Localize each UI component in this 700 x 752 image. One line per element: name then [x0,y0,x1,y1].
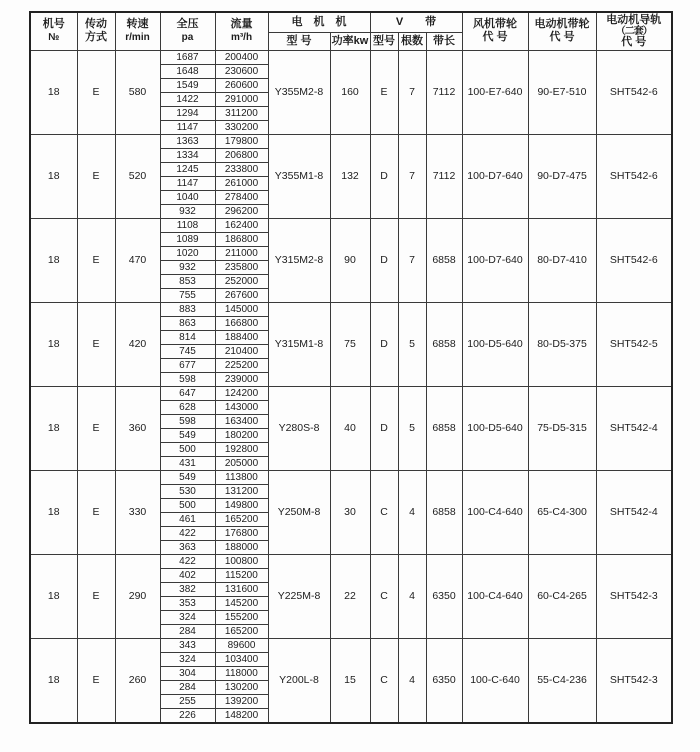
flow-cell: 131200 [215,484,268,498]
flow-cell: 239000 [215,372,268,386]
pressure-cell: 1363 [160,134,215,148]
pressure-cell: 382 [160,582,215,596]
pressure-cell: 932 [160,260,215,274]
flow-cell: 186800 [215,232,268,246]
machine-no-cell: 18 [30,470,77,554]
belt-length-cell: 7112 [426,134,462,218]
header-speed: 转速 r/min [115,12,160,50]
machine-no-cell: 18 [30,218,77,302]
flow-cell: 211000 [215,246,268,260]
pressure-cell: 932 [160,204,215,218]
flow-cell: 260600 [215,78,268,92]
belt-model-cell: D [370,302,398,386]
header-belt-model: 型号 [370,32,398,50]
machine-no-cell: 18 [30,638,77,723]
pressure-cell: 343 [160,638,215,652]
motor-power-cell: 22 [330,554,370,638]
pressure-cell: 402 [160,568,215,582]
header-fan-pulley: 风机带轮 代 号 [462,12,528,50]
pressure-cell: 598 [160,414,215,428]
table-row [30,218,672,232]
flow-cell: 205000 [215,456,268,470]
header-belt-count: 根数 [398,32,426,50]
motor-model-cell: Y355M1-8 [268,134,330,218]
speed-cell: 260 [115,638,160,723]
flow-cell: 296200 [215,204,268,218]
pressure-cell: 814 [160,330,215,344]
pressure-cell: 422 [160,526,215,540]
pressure-cell: 755 [160,288,215,302]
belt-model-cell: E [370,50,398,134]
fan-pulley-cell: 100-C4-640 [462,470,528,554]
pressure-cell: 500 [160,498,215,512]
belt-count-cell: 7 [398,134,426,218]
belt-count-cell: 4 [398,470,426,554]
table-row [30,470,672,484]
pressure-cell: 324 [160,610,215,624]
flow-cell: 291000 [215,92,268,106]
flow-cell: 165200 [215,624,268,638]
flow-cell: 166800 [215,316,268,330]
flow-cell: 230600 [215,64,268,78]
header-motor-power: 功率kw [330,32,370,50]
fan-pulley-cell: 100-C-640 [462,638,528,723]
pressure-cell: 1245 [160,162,215,176]
fan-spec-table [29,11,673,724]
motor-power-cell: 90 [330,218,370,302]
flow-cell: 149800 [215,498,268,512]
motor-model-cell: Y225M-8 [268,554,330,638]
table-row [30,638,672,652]
pressure-cell: 598 [160,372,215,386]
pressure-cell: 1687 [160,50,215,64]
motor-power-cell: 160 [330,50,370,134]
table-row [30,302,672,316]
pressure-cell: 324 [160,652,215,666]
motor-model-cell: Y315M2-8 [268,218,330,302]
header-flow: 流量 m³/h [215,12,268,50]
belt-length-cell: 6858 [426,218,462,302]
motor-rail-cell: SHT542-4 [596,386,672,470]
belt-model-cell: C [370,554,398,638]
speed-cell: 580 [115,50,160,134]
belt-length-cell: 6350 [426,638,462,723]
flow-cell: 235800 [215,260,268,274]
drive-mode-cell: E [77,302,115,386]
table-row [30,134,672,148]
flow-cell: 162400 [215,218,268,232]
motor-pulley-cell: 80-D5-375 [528,302,596,386]
flow-cell: 188400 [215,330,268,344]
pressure-cell: 461 [160,512,215,526]
pressure-cell: 1147 [160,176,215,190]
flow-cell: 225200 [215,358,268,372]
motor-power-cell: 75 [330,302,370,386]
pressure-cell: 1294 [160,106,215,120]
pressure-cell: 284 [160,680,215,694]
flow-cell: 100800 [215,554,268,568]
motor-pulley-cell: 55-C4-236 [528,638,596,723]
drive-mode-cell: E [77,218,115,302]
belt-count-cell: 5 [398,386,426,470]
flow-cell: 143000 [215,400,268,414]
motor-pulley-cell: 90-E7-510 [528,50,596,134]
pressure-cell: 304 [160,666,215,680]
fan-pulley-cell: 100-C4-640 [462,554,528,638]
drive-mode-cell: E [77,554,115,638]
flow-cell: 330200 [215,120,268,134]
machine-no-cell: 18 [30,386,77,470]
machine-no-cell: 18 [30,302,77,386]
table-row [30,554,672,568]
pressure-cell: 1089 [160,232,215,246]
belt-count-cell: 5 [398,302,426,386]
flow-cell: 148200 [215,708,268,723]
header-drive-mode: 传动 方式 [77,12,115,50]
speed-cell: 420 [115,302,160,386]
header-motor-rail: 电动机导轨 （二套） 代 号 [596,12,672,50]
pressure-cell: 677 [160,358,215,372]
belt-count-cell: 4 [398,554,426,638]
motor-rail-cell: SHT542-6 [596,50,672,134]
belt-model-cell: C [370,638,398,723]
pressure-cell: 549 [160,470,215,484]
motor-rail-cell: SHT542-5 [596,302,672,386]
flow-cell: 192800 [215,442,268,456]
motor-pulley-cell: 75-D5-315 [528,386,596,470]
drive-mode-cell: E [77,50,115,134]
flow-cell: 145200 [215,596,268,610]
speed-cell: 520 [115,134,160,218]
pressure-cell: 1147 [160,120,215,134]
pressure-cell: 628 [160,400,215,414]
pressure-cell: 530 [160,484,215,498]
pressure-cell: 549 [160,428,215,442]
motor-rail-cell: SHT542-3 [596,554,672,638]
belt-model-cell: D [370,218,398,302]
pressure-cell: 226 [160,708,215,723]
pressure-cell: 883 [160,302,215,316]
header-motor-model: 型 号 [268,32,330,50]
belt-length-cell: 6350 [426,554,462,638]
belt-length-cell: 7112 [426,50,462,134]
pressure-cell: 422 [160,554,215,568]
motor-model-cell: Y250M-8 [268,470,330,554]
machine-no-cell: 18 [30,134,77,218]
pressure-cell: 255 [160,694,215,708]
fan-pulley-cell: 100-D7-640 [462,218,528,302]
flow-cell: 89600 [215,638,268,652]
flow-cell: 206800 [215,148,268,162]
motor-rail-cell: SHT542-4 [596,470,672,554]
flow-cell: 155200 [215,610,268,624]
flow-cell: 131600 [215,582,268,596]
flow-cell: 113800 [215,470,268,484]
motor-model-cell: Y315M1-8 [268,302,330,386]
pressure-cell: 863 [160,316,215,330]
motor-rail-cell: SHT542-6 [596,134,672,218]
flow-cell: 252000 [215,274,268,288]
pressure-cell: 431 [160,456,215,470]
flow-cell: 261000 [215,176,268,190]
belt-model-cell: D [370,386,398,470]
table-row [30,386,672,400]
pressure-cell: 745 [160,344,215,358]
motor-rail-cell: SHT542-6 [596,218,672,302]
pressure-cell: 647 [160,386,215,400]
pressure-cell: 284 [160,624,215,638]
flow-cell: 311200 [215,106,268,120]
motor-rail-cell: SHT542-3 [596,638,672,723]
motor-model-cell: Y355M2-8 [268,50,330,134]
pressure-cell: 1422 [160,92,215,106]
table-row [30,50,672,64]
flow-cell: 115200 [215,568,268,582]
belt-count-cell: 7 [398,218,426,302]
motor-pulley-cell: 60-C4-265 [528,554,596,638]
pressure-cell: 1648 [160,64,215,78]
pressure-cell: 353 [160,596,215,610]
pressure-cell: 1108 [160,218,215,232]
motor-power-cell: 132 [330,134,370,218]
flow-cell: 118000 [215,666,268,680]
flow-cell: 233800 [215,162,268,176]
drive-mode-cell: E [77,386,115,470]
flow-cell: 210400 [215,344,268,358]
fan-pulley-cell: 100-E7-640 [462,50,528,134]
belt-model-cell: C [370,470,398,554]
pressure-cell: 1020 [160,246,215,260]
flow-cell: 103400 [215,652,268,666]
speed-cell: 290 [115,554,160,638]
motor-pulley-cell: 65-C4-300 [528,470,596,554]
motor-model-cell: Y200L-8 [268,638,330,723]
table-header [30,12,672,50]
flow-cell: 267600 [215,288,268,302]
header-pressure: 全压 pa [160,12,215,50]
fan-pulley-cell: 100-D7-640 [462,134,528,218]
header-motor-pulley: 电动机带轮 代 号 [528,12,596,50]
motor-model-cell: Y280S-8 [268,386,330,470]
belt-length-cell: 6858 [426,470,462,554]
spec-table-body [30,50,672,723]
drive-mode-cell: E [77,470,115,554]
speed-cell: 360 [115,386,160,470]
flow-cell: 278400 [215,190,268,204]
pressure-cell: 853 [160,274,215,288]
header-vbelt-group: V 带 [370,12,462,32]
fan-pulley-cell: 100-D5-640 [462,302,528,386]
pressure-cell: 363 [160,540,215,554]
motor-pulley-cell: 90-D7-475 [528,134,596,218]
header-motor-group: 电 机 机 [268,12,370,32]
speed-cell: 470 [115,218,160,302]
pressure-cell: 1549 [160,78,215,92]
motor-pulley-cell: 80-D7-410 [528,218,596,302]
pressure-cell: 500 [160,442,215,456]
flow-cell: 165200 [215,512,268,526]
machine-no-cell: 18 [30,50,77,134]
belt-length-cell: 6858 [426,302,462,386]
motor-power-cell: 30 [330,470,370,554]
motor-power-cell: 40 [330,386,370,470]
fan-pulley-cell: 100-D5-640 [462,386,528,470]
flow-cell: 124200 [215,386,268,400]
header-belt-length: 带长 [426,32,462,50]
belt-count-cell: 4 [398,638,426,723]
motor-power-cell: 15 [330,638,370,723]
belt-count-cell: 7 [398,50,426,134]
machine-no-cell: 18 [30,554,77,638]
pressure-cell: 1040 [160,190,215,204]
speed-cell: 330 [115,470,160,554]
drive-mode-cell: E [77,134,115,218]
flow-cell: 179800 [215,134,268,148]
flow-cell: 130200 [215,680,268,694]
drive-mode-cell: E [77,638,115,723]
flow-cell: 188000 [215,540,268,554]
flow-cell: 145000 [215,302,268,316]
belt-length-cell: 6858 [426,386,462,470]
flow-cell: 176800 [215,526,268,540]
header-machine-no: 机号 № [30,12,77,50]
flow-cell: 200400 [215,50,268,64]
belt-model-cell: D [370,134,398,218]
flow-cell: 180200 [215,428,268,442]
pressure-cell: 1334 [160,148,215,162]
flow-cell: 163400 [215,414,268,428]
flow-cell: 139200 [215,694,268,708]
